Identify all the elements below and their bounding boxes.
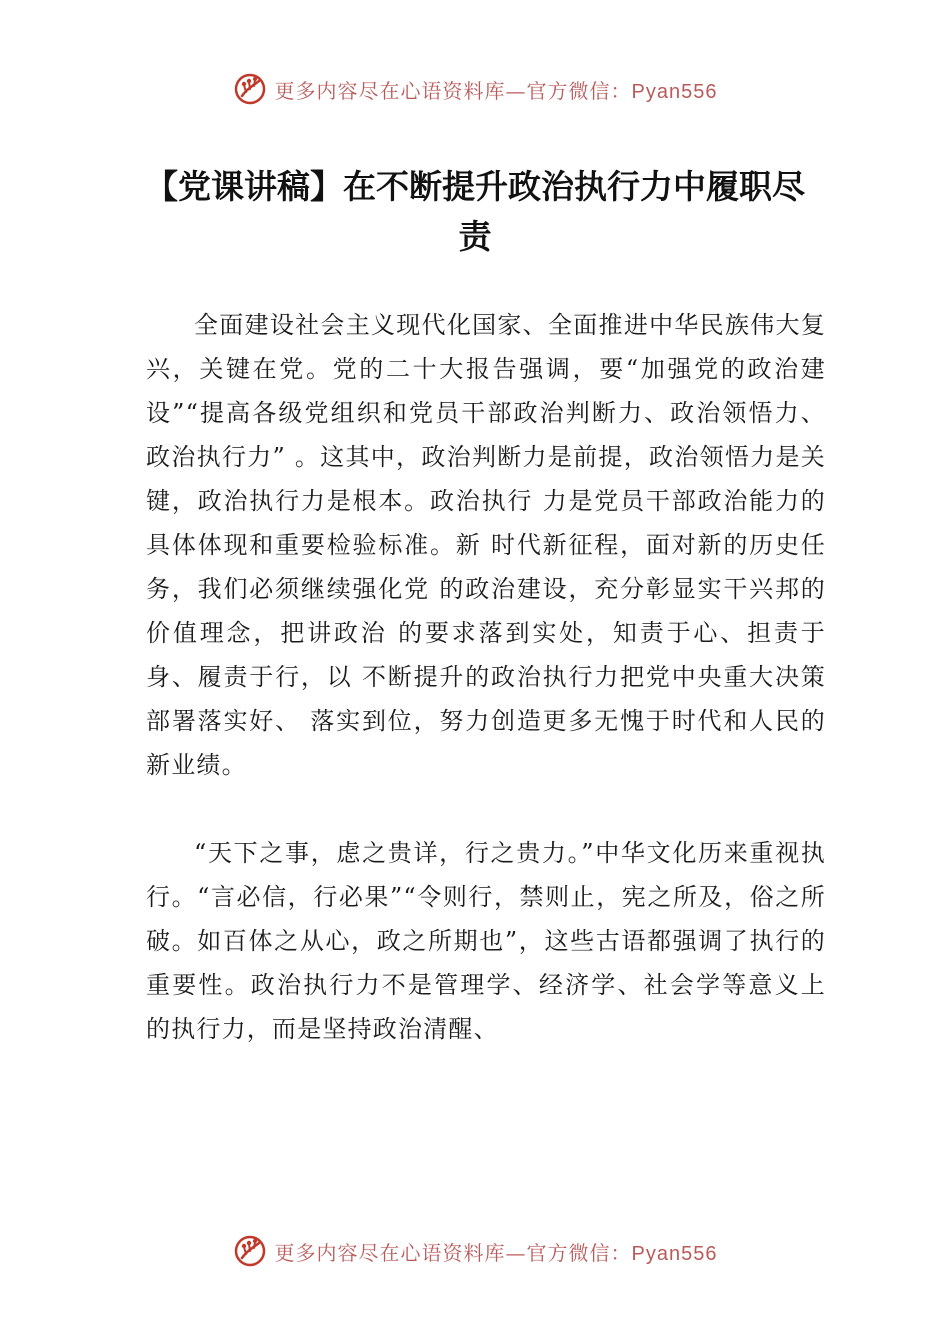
page-title: 【党课讲稿】在不断提升政治执行力中履职尽责: [145, 167, 805, 256]
header-wechat-id: Pyan556: [631, 80, 718, 103]
header-banner-text: 更多内容尽在心语资料库—官方微信：: [274, 78, 632, 103]
document-body: [146, 303, 826, 1051]
header-banner: [0, 72, 950, 106]
paragraph-1: 全面建设社会主义现代化国家、全面推进中华民族伟大复兴，关键在党。党的二十大报告强调，要“加强党的政治建设”“提高各级党组织和党员干部政治判断力、政治领悟力、政治执行力” 。这其中，政治判断力是前提，政治领悟力是关键，政治执行力是根本。政治执行 力是党员干部政治能力的具体体现和重要检验标准。新 时代新征程，面对新的历史任务，我们必须继续强化党 的政治建设，充分彰显实干兴邦的价值理念，把讲政治 的要求落到实处，知责于心、担责于身、履责于行，以 不断提升的政治执行力把党中央重大决策部署落实好、 落实到位，努力创造更多无愧于时代和人民的新业绩。: [146, 311, 826, 779]
footer-banner-text: 更多内容尽在心语资料库—官方微信：: [274, 1240, 632, 1265]
footer-wechat-id: Pyan556: [631, 1242, 718, 1265]
tree-seal-logo-icon: [233, 72, 267, 106]
paragraph-2: “天下之事，虑之贵详，行之贵力。”中华文化历来重视执行。“言必信，行必果”“令则行，禁则止，宪之所及，俗之所破。如百体之从心，政之所期也”，这些古语都强调了执行的重要性。政治执行力不是管理学、经济学、社会学等意义上的执行力，而是坚持政治清醒、: [146, 839, 826, 1043]
tree-seal-logo-icon: [233, 1234, 267, 1268]
footer-banner: [0, 1234, 950, 1268]
